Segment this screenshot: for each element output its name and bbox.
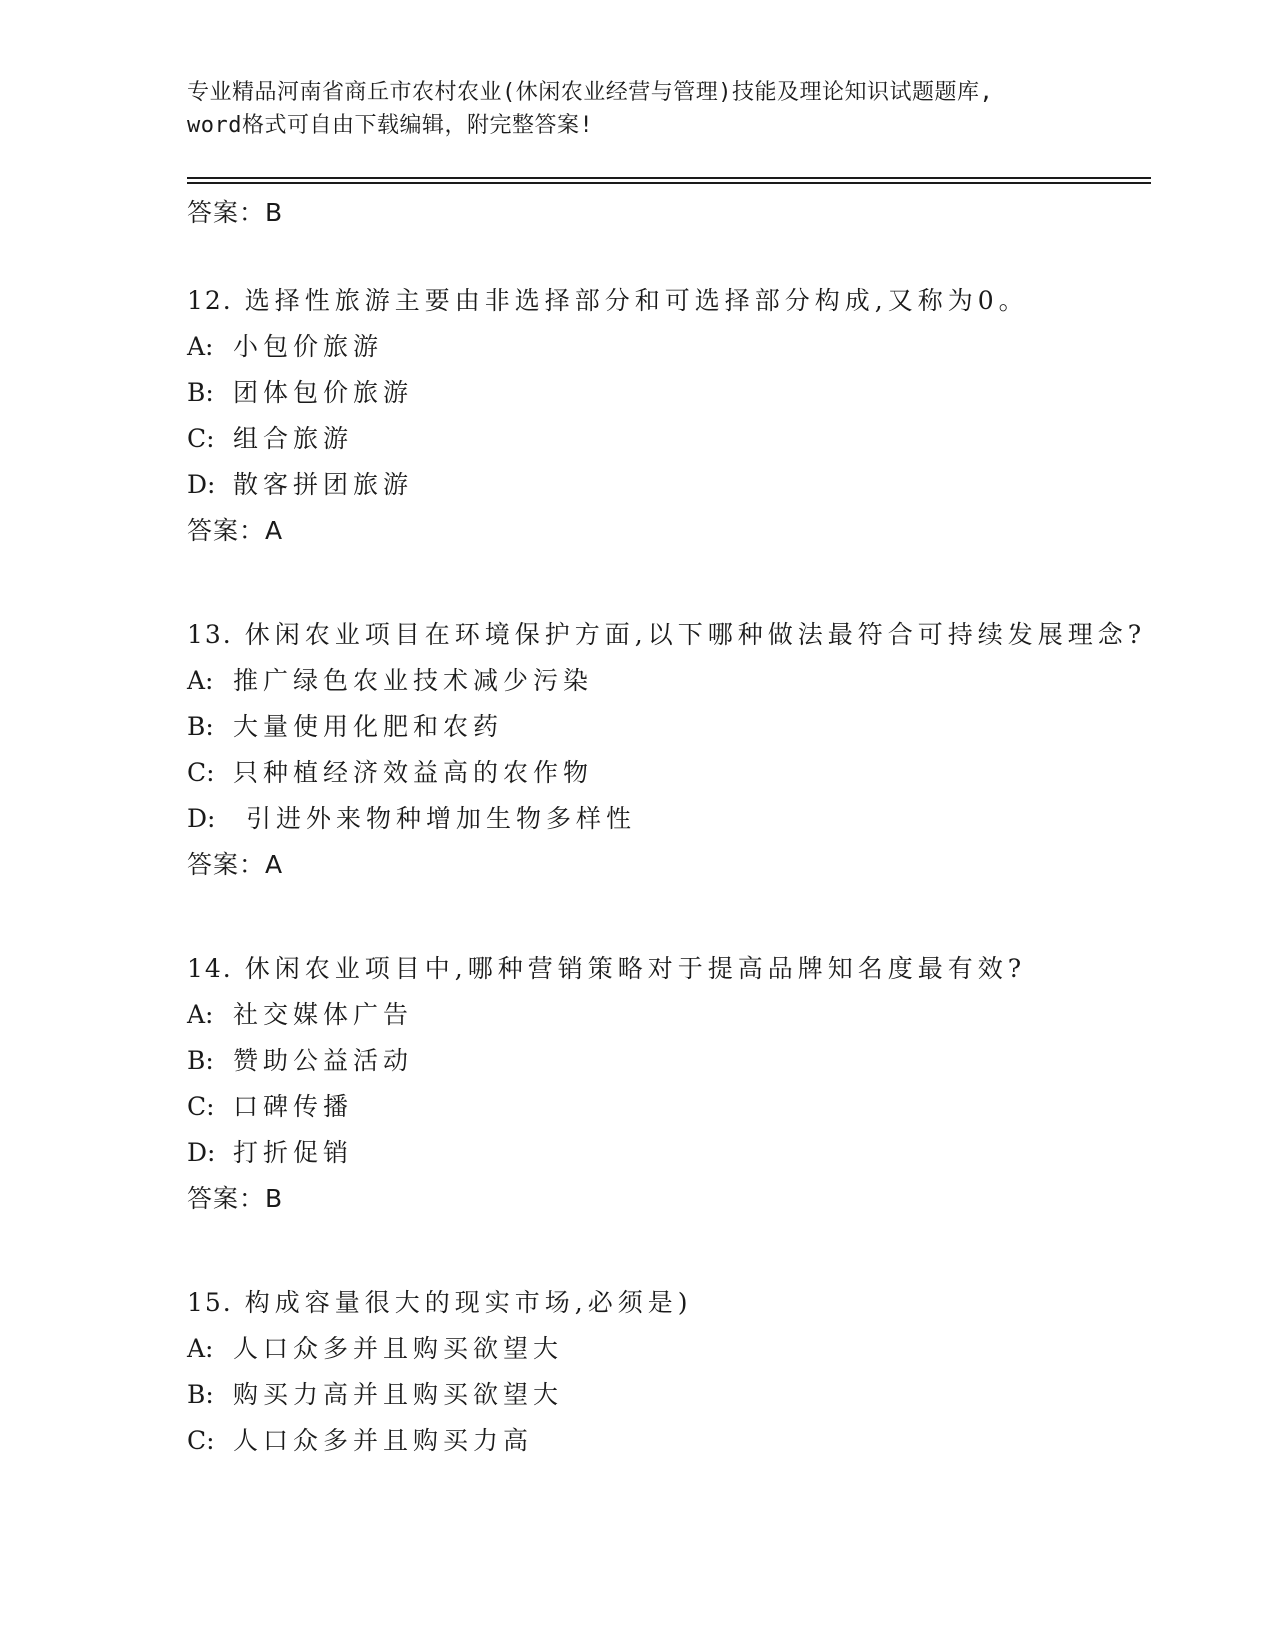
question-item — [187, 1280, 1147, 1464]
option-c — [187, 1418, 1147, 1464]
option-key: A: — [187, 1000, 214, 1029]
answer-line: 答案：B — [187, 1184, 284, 1213]
question-number: 13. — [187, 620, 233, 649]
option-text: 大量使用化肥和农药 — [233, 712, 504, 741]
option-key: D: — [187, 804, 216, 833]
question-number: 14. — [187, 954, 233, 983]
question-stem — [187, 1280, 1147, 1326]
option-text: 引进外来物种增加生物多样性 — [233, 804, 636, 833]
answer-line: 答案：A — [187, 516, 284, 545]
question-text: 构成容量很大的现实市场,必须是) — [244, 1288, 693, 1317]
question-item — [187, 612, 1147, 888]
option-b — [187, 370, 1147, 416]
option-text: 社交媒体广告 — [233, 1000, 414, 1029]
document-header — [187, 76, 1087, 142]
option-key: C: — [187, 424, 215, 453]
option-key: A: — [187, 666, 214, 695]
option-key: B: — [187, 1380, 214, 1409]
option-c — [187, 750, 1147, 796]
option-key: B: — [187, 1046, 214, 1075]
option-text: 人口众多并且购买力高 — [233, 1426, 534, 1455]
option-a — [187, 1326, 1147, 1372]
option-text: 打折促销 — [233, 1138, 354, 1167]
option-key: B: — [187, 712, 214, 741]
header-title-line: 专业精品河南省商丘市农村农业(休闲农业经营与管理)技能及理论知识试题题库, — [187, 80, 994, 105]
option-key: D: — [187, 470, 216, 499]
option-d — [187, 796, 1147, 842]
question-text: 休闲农业项目中,哪种营销策略对于提高品牌知名度最有效? — [244, 954, 1027, 983]
option-text: 人口众多并且购买欲望大 — [233, 1334, 564, 1363]
option-a — [187, 992, 1147, 1038]
option-d — [187, 462, 1147, 508]
option-text: 散客拼团旅游 — [233, 470, 414, 499]
question-stem — [187, 278, 1147, 324]
option-b — [187, 1372, 1147, 1418]
option-text: 购买力高并且购买欲望大 — [233, 1380, 564, 1409]
header-divider-top — [187, 177, 1151, 179]
option-b — [187, 1038, 1147, 1084]
option-d — [187, 1130, 1147, 1176]
option-key: C: — [187, 1426, 215, 1455]
option-key: C: — [187, 758, 215, 787]
option-text: 口碑传播 — [233, 1092, 354, 1121]
question-item — [187, 946, 1147, 1222]
question-number: 15. — [187, 1288, 233, 1317]
option-b — [187, 704, 1147, 750]
header-subtitle-line: word格式可自由下载编辑，附完整答案! — [187, 113, 594, 138]
header-divider-bottom — [187, 182, 1151, 184]
option-key: A: — [187, 1334, 214, 1363]
option-text: 小包价旅游 — [233, 332, 384, 361]
question-number: 12. — [187, 286, 233, 315]
question-list — [187, 190, 1147, 1464]
option-key: D: — [187, 1138, 216, 1167]
option-key: B: — [187, 378, 214, 407]
option-key: A: — [187, 332, 214, 361]
option-text: 推广绿色农业技术减少污染 — [233, 666, 594, 695]
question-text: 选择性旅游主要由非选择部分和可选择部分构成,又称为0。 — [244, 286, 1029, 315]
answer-line: 答案：B — [187, 198, 284, 227]
option-text: 只种植经济效益高的农作物 — [233, 758, 594, 787]
option-key: C: — [187, 1092, 215, 1121]
question-stem — [187, 946, 1147, 992]
option-text: 赞助公益活动 — [233, 1046, 414, 1075]
option-text: 组合旅游 — [233, 424, 354, 453]
question-stem — [187, 612, 1147, 658]
option-c — [187, 416, 1147, 462]
option-a — [187, 324, 1147, 370]
option-c — [187, 1084, 1147, 1130]
option-text: 团体包价旅游 — [233, 378, 414, 407]
question-text: 休闲农业项目在环境保护方面,以下哪种做法最符合可持续发展理念? — [244, 620, 1147, 649]
option-a — [187, 658, 1147, 704]
question-item — [187, 278, 1147, 554]
answer-line: 答案：A — [187, 850, 284, 879]
